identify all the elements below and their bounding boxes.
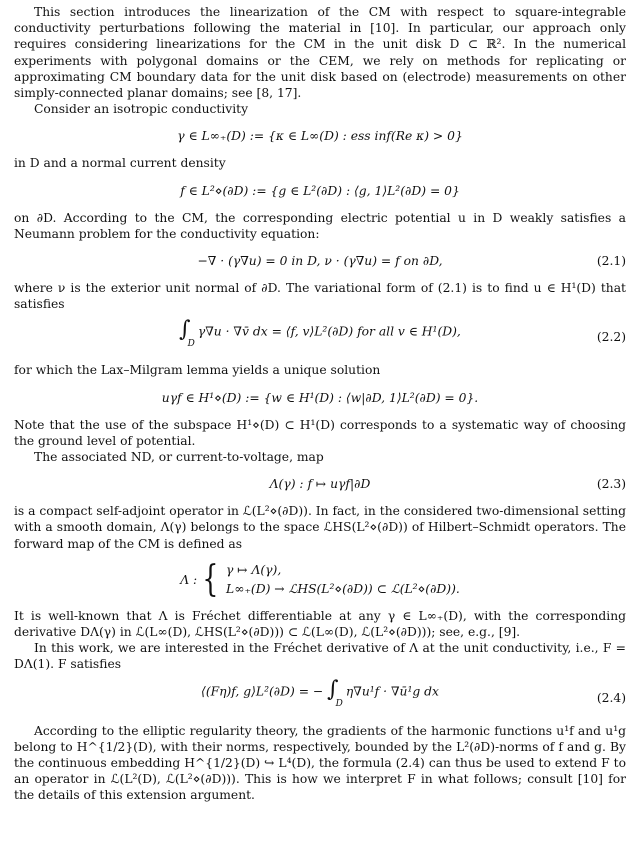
left-brace: {: [202, 558, 219, 600]
equation-2-4: [14, 677, 626, 715]
paragraph-regularity: According to the elliptic regularity theory, the gradients of the harmonic functions u¹f and u¹g belong to H^{1/2}(D), with their norms, respectively, bounded by the L²(∂D)-norms of f and g. By the continuous embedding H^{1/2}(D) ↪ L⁴(D), the formula (2.4) can thus be used to extend F to an operator in ℒ(L²(D), ℒ(L²⋄(∂D))). This is how we interpret F in what follows; consult [10] for the details of this extension argument.: [14, 723, 626, 803]
equation-body: f ∈ L²⋄(∂D) := {g ∈ L²(∂D) : ⟨g, 1⟩L²(∂D) = 0}: [180, 183, 460, 198]
paragraph-subspace-note: Note that the use of the subspace H¹⋄(D) ⊂ H¹(D) corresponds to a systematic way of choosing the ground level of potential.: [14, 417, 626, 448]
equation-lhs: ⟨(Fη)f, g⟩L²(∂D) = −: [201, 684, 324, 699]
equation-current-space: [14, 179, 626, 203]
cases-lines: [226, 561, 460, 599]
equation-body: uγf ∈ H¹⋄(D) := {w ∈ H¹(D) : ⟨w|∂D, 1⟩L²(∂D) = 0}.: [161, 390, 479, 405]
integral-domain: D: [187, 338, 195, 349]
equation-body: [201, 677, 439, 712]
equation-solution: [14, 386, 626, 410]
equation-2-2: [14, 317, 626, 354]
equation-number: (2.4): [596, 690, 626, 705]
equation-text: γ∇u · ∇v̄ dx = ⟨f, v⟩L²(∂D) for all v ∈ H¹(D),: [197, 324, 461, 339]
equation-forward-map: [14, 558, 626, 602]
paragraph-lax-milgram: for which the Lax–Milgram lemma yields a unique solution: [14, 363, 381, 378]
paragraph-operator: is a compact self-adjoint operator in ℒ(L²⋄(∂D)). In fact, in the considered two-dimensional setting with a smooth domain, Λ(γ) belongs to the space ℒHS(L²⋄(∂D)) of Hilbert–Schmidt operators. The forward map of the CM is defined as: [14, 504, 626, 551]
equation-2-1: [14, 249, 626, 273]
paragraph-intro: This section introduces the linearization of the CM with respect to square-integrable conductivity perturbations following the material in [10]. In particular, our approach only requires considering linearizations for the CM in the unit disk D ⊂ ℝ². In the numerical experiments with polygonal domains or the CEM, we rely on methods for replicating or approximating CM boundary data for the unit disk based on (electrode) measurements on other simply-connected planar domains; see [8, 17].: [14, 5, 626, 101]
integral-sign: ∫: [327, 677, 339, 703]
equation-body: [179, 317, 461, 352]
equation-body: Λ(γ) : f ↦ uγf|∂D: [269, 477, 371, 492]
paragraph-neumann: on ∂D. According to the CM, the corresponding electric potential u in D weakly satisfies a Neumann problem for the conductivity equation:: [14, 210, 626, 241]
equation-number: (2.1): [596, 253, 626, 268]
paragraph-variational: where ν is the exterior unit normal of ∂D. The variational form of (2.1) is to find u ∈ H¹(D) that satisfies: [14, 281, 626, 312]
equation-number: (2.2): [596, 330, 626, 345]
paragraph-frechet: It is well-known that Λ is Fréchet differentiable at any γ ∈ L∞₊(D), with the corresponding derivative DΛ(γ) in ℒ(L∞(D), ℒHS(L²⋄(∂D))) ⊂ ℒ(L∞(D), ℒ(L²⋄(∂D))); see, e.g., [9].: [14, 608, 626, 640]
map-line-1: γ ↦ Λ(γ),: [226, 562, 282, 577]
equation-body: [180, 558, 460, 600]
equation-conductivity-space: [14, 124, 626, 148]
paragraph-nd-map: The associated ND, or current-to-voltage, map: [34, 450, 324, 465]
integral-domain: D: [335, 698, 343, 709]
equation-body: −∇ · (γ∇u) = 0 in D, ν · (γ∇u) = f on ∂D,: [197, 253, 443, 268]
equation-rhs: η∇u¹f · ∇ū¹g dx: [345, 684, 439, 699]
paragraph-current-density: in D and a normal current density: [14, 156, 226, 171]
equation-number: (2.3): [596, 477, 626, 492]
paragraph-unit-conductivity: In this work, we are interested in the Fréchet derivative of Λ at the unit conductivity, i.e., F = DΛ(1). F satisfies: [14, 641, 626, 672]
equation-body: γ ∈ L∞₊(D) := {κ ∈ L∞(D) : ess inf(Re κ) > 0}: [177, 129, 463, 144]
map-line-2: L∞₊(D) → ℒHS(L²⋄(∂D)) ⊂ ℒ(L²⋄(∂D)).: [226, 581, 460, 596]
map-symbol: Λ :: [180, 572, 198, 587]
integral-sign: ∫: [179, 317, 191, 343]
equation-2-3: [14, 472, 626, 496]
paragraph-conductivity: Consider an isotropic conductivity: [34, 102, 249, 117]
